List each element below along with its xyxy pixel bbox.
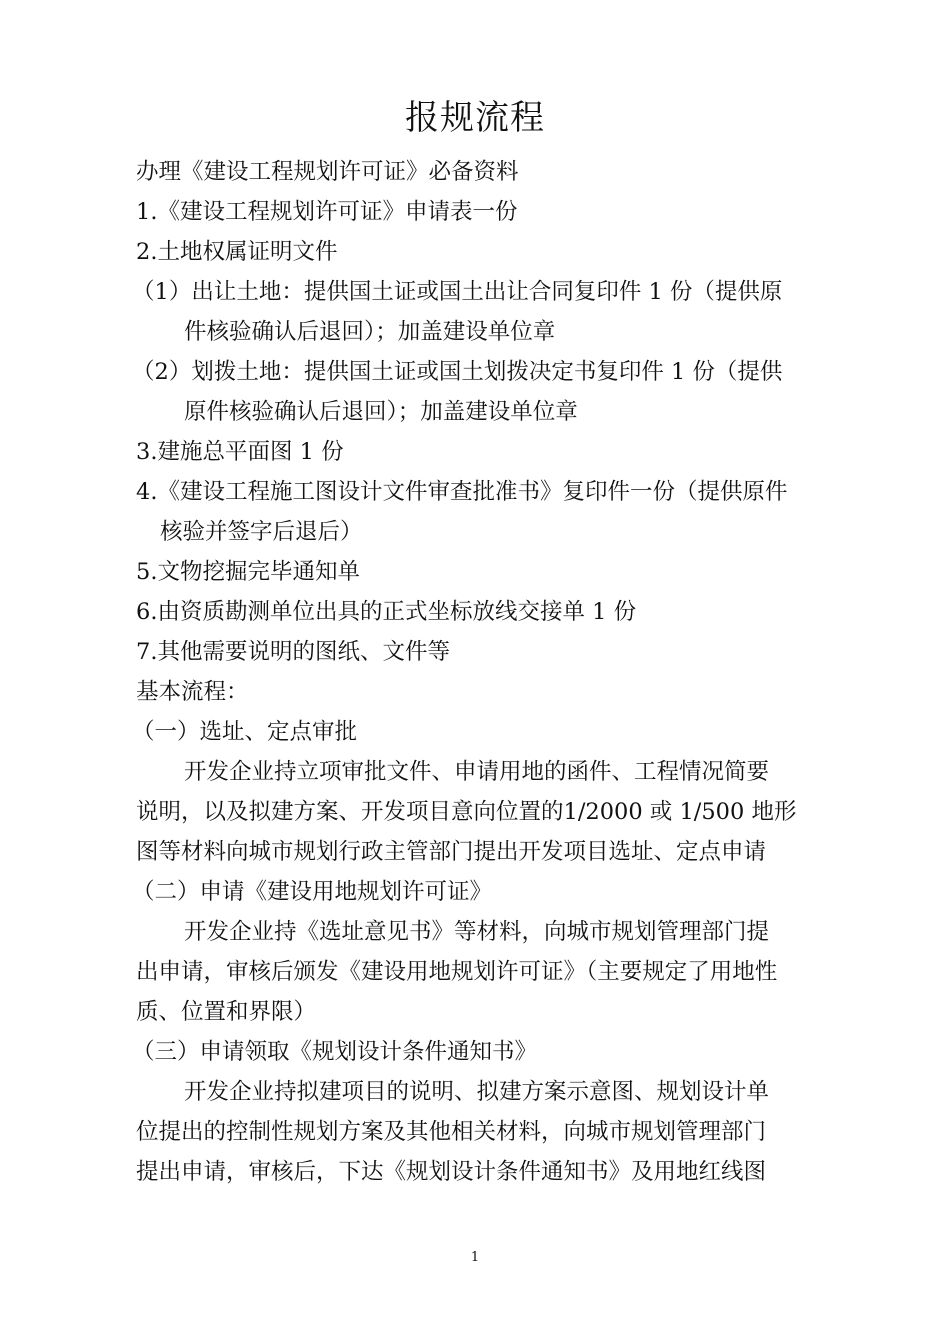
text-line: 开发企业持拟建项目的说明、拟建方案示意图、规划设计单 — [184, 1079, 770, 1105]
text-line: （二）申请《建设用地规划许可证》 — [132, 879, 493, 905]
text-line: 出申请，审核后颁发《建设用地规划许可证》（主要规定了用地性 — [136, 959, 778, 985]
page-number: 1 — [470, 1250, 480, 1265]
text-line: 质、位置和界限） — [136, 999, 317, 1025]
text-line: （1）出让土地：提供国土证或国土出让合同复印件 1 份（提供原 — [132, 279, 783, 305]
document-body — [132, 152, 816, 1192]
text-line: 办理《建设工程规划许可证》必备资料 — [136, 159, 519, 185]
text-line: 开发企业持《选址意见书》等材料，向城市规划管理部门提 — [184, 919, 770, 945]
text-line: （2）划拨土地：提供国土证或国土划拨决定书复印件 1 份（提供 — [132, 359, 783, 385]
text-line: 1.《建设工程规划许可证》申请表一份 — [136, 199, 518, 225]
text-line: 开发企业持立项审批文件、申请用地的函件、工程情况简要 — [184, 759, 770, 785]
text-line: 原件核验确认后退回）；加盖建设单位章 — [184, 399, 578, 425]
text-line: 7.其他需要说明的图纸、文件等 — [136, 639, 450, 665]
text-line: 2.土地权属证明文件 — [136, 239, 338, 265]
text-line: （一）选址、定点审批 — [132, 719, 358, 745]
text-line: 基本流程： — [136, 679, 249, 705]
text-line: 4.《建设工程施工图设计文件审查批准书》复印件一份（提供原件 — [136, 479, 788, 505]
text-line: 5.文物挖掘完毕通知单 — [136, 559, 360, 585]
text-line: 6.由资质勘测单位出具的正式坐标放线交接单 1 份 — [136, 599, 637, 625]
text-line: 说明，以及拟建方案、开发项目意向位置的1/2000 或 1/500 地形 — [136, 799, 797, 825]
text-line: 提出申请，审核后，下达《规划设计条件通知书》及用地红线图 — [136, 1159, 767, 1185]
document-title: 报规流程 — [405, 98, 545, 138]
text-line: 3.建施总平面图 1 份 — [136, 439, 344, 465]
text-line: 位提出的控制性规划方案及其他相关材料，向城市规划管理部门 — [136, 1119, 767, 1145]
text-line: （三）申请领取《规划设计条件通知书》 — [132, 1039, 538, 1065]
text-line: 件核验确认后退回）；加盖建设单位章 — [184, 319, 556, 345]
text-line: 图等材料向城市规划行政主管部门提出开发项目选址、定点申请 — [136, 839, 767, 865]
text-line: 核验并签字后退后） — [160, 519, 363, 545]
